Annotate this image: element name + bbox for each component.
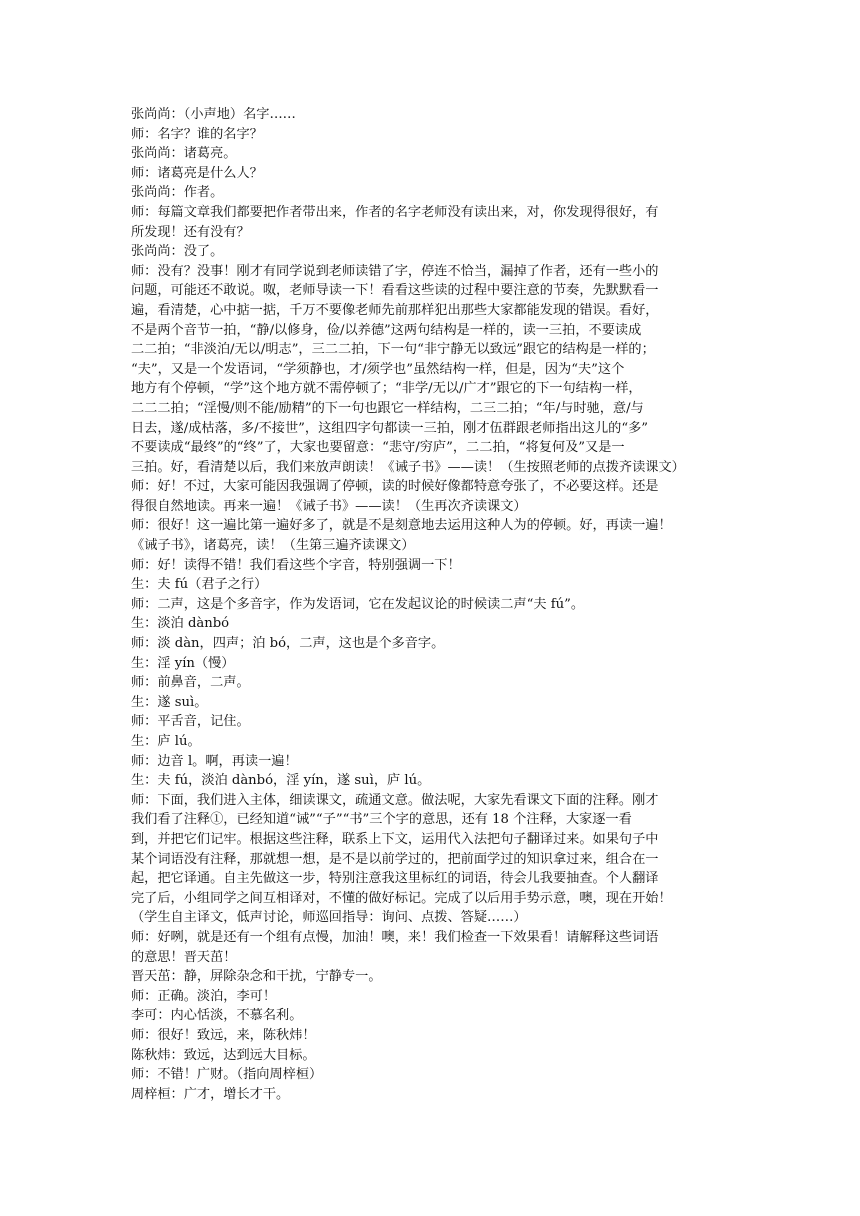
text-line: 晋天茁：静，屏除杂念和干扰，宁静专一。	[131, 969, 382, 985]
text-line: 生：淫 yín（慢）	[131, 655, 235, 671]
text-line: 师：二声，这是个多音字，作为发语词，它在发起议论的时候读二声“夫 fú”。	[131, 596, 585, 612]
text-line: 遍，看清楚，心中掂一掂，千万不要像老师先前那样犯出那些大家都能发现的错误。看好，	[131, 302, 659, 318]
text-line: “夫”，又是一个发语词，“学须静也，才/须学也”虽然结构一样，但是，因为“夫”这个	[131, 361, 625, 377]
text-line: （学生自主译文，低声讨论，师巡回指导：询问、点拨、答疑……）	[131, 910, 527, 926]
text-line: 师：平舌音，记住。	[131, 714, 250, 730]
text-line: 张尚尚：作者。	[131, 185, 224, 201]
text-line: 生：淡泊 dànbó	[131, 616, 230, 632]
text-line: 二二二拍；“淫慢/则不能/励精”的下一句也跟它一样结构，二三二拍；“年/与时驰，意/与	[131, 400, 644, 416]
text-line: 不要读成“最终”的“终”了，大家也要留意：“悲守/穷庐”，二二拍，“将复何及”又是一	[131, 440, 625, 456]
text-line: 二二拍；“非淡泊/无以/明志”，三二二拍，下一句“非宁静无以致远”跟它的结构是一样的；	[131, 342, 655, 358]
text-line: 张尚尚：（小声地）名字……	[131, 107, 296, 122]
text-line: 的意思！晋天茁！	[131, 949, 237, 965]
text-line: 某个词语没有注释，那就想一想，是不是以前学过的，把前面学过的知识拿过来，组合在一	[131, 851, 659, 867]
text-line: 师：好！读得不错！我们看这些个字音，特别强调一下！	[131, 557, 461, 573]
text-line: 师：好咧，就是还有一个组有点慢，加油！噢，来！我们检查一下效果看！请解释这些词语	[131, 929, 659, 945]
text-line: 陈秋炜：致远，达到远大目标。	[131, 1047, 316, 1063]
text-line: 师：好！不过，大家可能因我强调了停顿，读的时候好像都特意夸张了，不必要这样。还是	[131, 479, 659, 495]
text-line: 师：淡 dàn，四声；泊 bó，二声，这也是个多音字。	[131, 636, 445, 652]
text-line: 生：夫 fú（君子之行）	[131, 577, 268, 593]
text-line: 不是两个音节一拍，“静/以修身，俭/以养德”这两句结构是一样的，读一三拍，不要读成	[131, 322, 642, 338]
text-line: 生：夫 fú，淡泊 dànbó，淫 yín，遂 suì，庐 lú。	[131, 773, 431, 789]
text-line: 师：下面，我们进入主体，细读课文，疏通文意。做法呢，大家先看课文下面的注释。刚才	[131, 792, 659, 808]
text-line: 师：名字？谁的名字？	[131, 126, 263, 142]
text-line: 日去，遂/成枯落，多/不接世”，这组四字句都读一三拍，刚才伍群跟老师指出这儿的“多”	[131, 420, 649, 436]
text-line: 师：没有？没事！刚才有同学说到老师读错了字，停连不恰当，漏掉了作者，还有一些小的	[131, 263, 659, 279]
text-line: 张尚尚：没了。	[131, 244, 224, 260]
text-line: 到，并把它们记牢。根据这些注释，联系上下文，运用代入法把句子翻译过来。如果句子中	[131, 831, 659, 847]
text-line: 完了后，小组同学之间互相译对，不懂的做好标记。完成了以后用手势示意，噢，现在开始！	[131, 890, 672, 906]
text-line: 师：每篇文章我们都要把作者带出来，作者的名字老师没有读出来，对，你发现得很好，有	[131, 204, 659, 220]
text-line: 周梓桓：广才，增长才干。	[131, 1086, 290, 1102]
text-line: 师：边音 l。啊，再读一遍！	[131, 753, 298, 769]
text-line: 师：前鼻音，二声。	[131, 675, 250, 691]
text-line: 师：很好！这一遍比第一遍好多了，就是不是刻意地去运用这种人为的停顿。好，再读一遍！	[131, 518, 672, 534]
text-line: 问题，可能还不敢说。呶，老师导读一下！看看这些读的过程中要注意的节奏，先默默看一	[131, 283, 659, 299]
text-line: 李可：内心恬淡，不慕名利。	[131, 1008, 303, 1024]
text-line: 地方有个停顿，“学”这个地方就不需停顿了；“非学/无以/广才”跟它的下一句结构一样，	[131, 381, 642, 397]
text-line: 师：诸葛亮是什么人？	[131, 165, 263, 181]
text-line: 三拍。好，看清楚以后，我们来放声朗读！《诫子书》——读！（生按照老师的点拨齐读课文）	[131, 459, 685, 475]
text-line: 师：很好！致远，来，陈秋炜！	[131, 1027, 316, 1043]
document-page	[131, 105, 731, 1104]
text-line: 起，把它译通。自主先做这一步，特别注意我这里标红的词语，待会儿我要抽查。个人翻译	[131, 871, 659, 887]
text-line: 师：正确。淡泊，李可！	[131, 988, 277, 1004]
text-line: 《诫子书》，诸葛亮，读！（生第三遍齐读课文）	[131, 538, 415, 554]
text-line: 生：庐 lú。	[131, 734, 201, 749]
text-line: 得很自然地读。再来一遍！《诫子书》——读！（生再次齐读课文）	[131, 498, 527, 514]
text-line: 生：遂 suì。	[131, 694, 208, 710]
text-line: 我们看了注释①，已经知道“诫”“子”“书”三个字的意思，还有 18 个注释，大家逐一看	[131, 812, 632, 828]
text-line: 师：不错！广财。（指向周梓桓）	[131, 1067, 323, 1083]
text-line: 张尚尚：诸葛亮。	[131, 146, 237, 162]
text-line: 所发现！还有没有？	[131, 224, 250, 240]
